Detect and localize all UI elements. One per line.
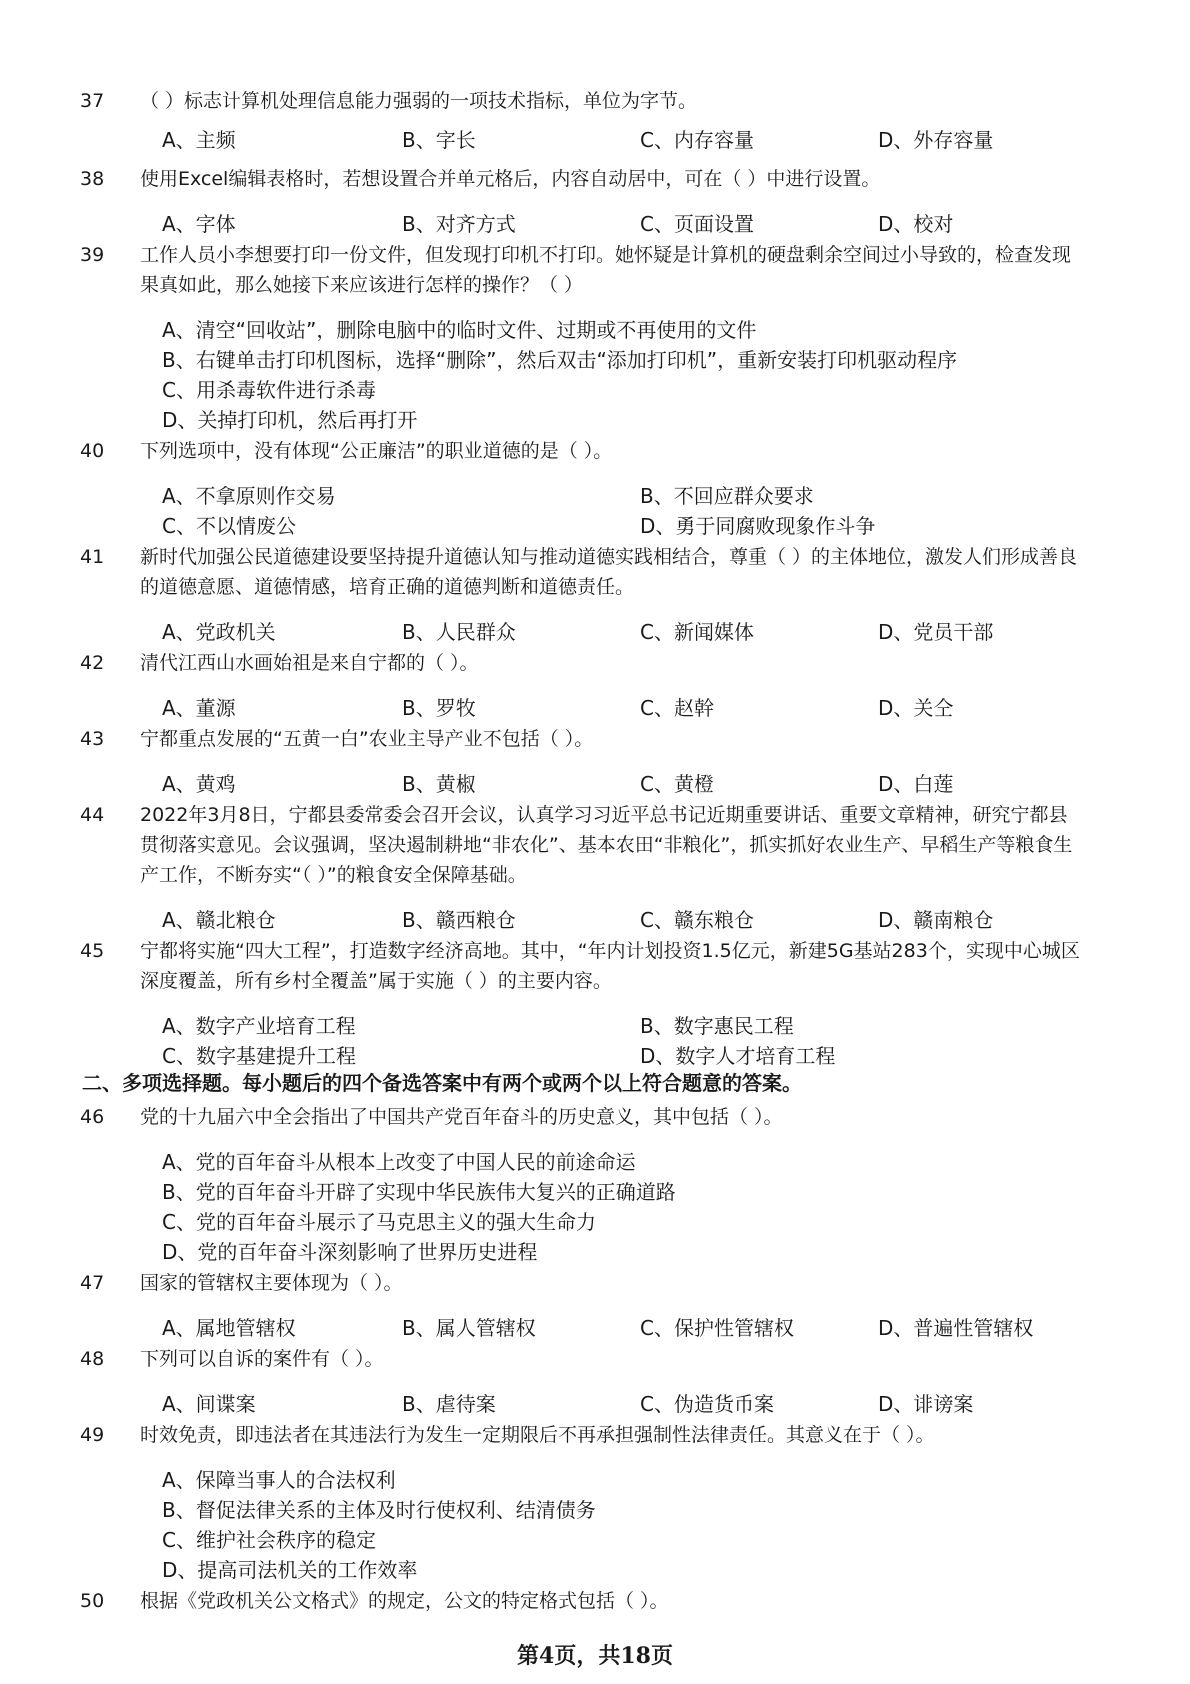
option-d: D、校对	[878, 212, 954, 236]
option-a: A、不拿原则作交易	[162, 484, 336, 508]
option-b: B、虐待案	[402, 1392, 496, 1416]
option-a: A、赣北粮仓	[162, 908, 276, 932]
option-d: D、党员干部	[878, 620, 994, 644]
question-number: 43	[80, 728, 105, 750]
option-a: A、党政机关	[162, 620, 276, 644]
option-b: B、人民群众	[402, 620, 516, 644]
option-c: C、内存容量	[640, 128, 754, 152]
option-c: C、赣东粮仓	[640, 908, 754, 932]
option-a: A、间谍案	[162, 1392, 256, 1416]
question-text: 下列可以自诉的案件有（ ）。	[140, 1348, 384, 1370]
question-text: 新时代加强公民道德建设要坚持提升道德认知与推动道德实践相结合，尊重（ ）的主体地位，激发人们形成善良的道德意愿、道德情感，培育正确的道德判断和道德责任。	[140, 546, 1078, 598]
option-d: D、关仝	[878, 696, 954, 720]
option-a: A、董源	[162, 696, 236, 720]
option-d: D、提高司法机关的工作效率	[162, 1558, 418, 1582]
question-text: 2022年3月8日，宁都县委常委会召开会议，认真学习习近平总书记近期重要讲话、重要文章精神，研究宁都县贯彻落实意见。会议强调，坚决遏制耕地“非农化”、基本农田“非粮化”，抓实抓好农业生产、早稻生产等粮食生产工作，不断夯实“（ ）”的粮食安全保障基础。	[140, 804, 1073, 886]
option-b: B、对齐方式	[402, 212, 516, 236]
question-number: 47	[80, 1272, 105, 1294]
question-text: 时效免责，即违法者在其违法行为发生一定期限后不再承担强制性法律责任。其意义在于（ ）。	[140, 1424, 935, 1446]
question-number: 48	[80, 1348, 105, 1370]
option-d: D、党的百年奋斗深刻影响了世界历史进程	[162, 1240, 538, 1264]
option-d: D、普遍性管辖权	[878, 1316, 1034, 1340]
question-number: 45	[80, 940, 105, 962]
option-b: B、黄椒	[402, 772, 476, 796]
option-a: A、主频	[162, 128, 236, 152]
option-d: D、诽谤案	[878, 1392, 974, 1416]
option-c: C、页面设置	[640, 212, 754, 236]
option-c: C、新闻媒体	[640, 620, 754, 644]
option-c: C、黄橙	[640, 772, 714, 796]
option-d: D、白莲	[878, 772, 954, 796]
question-number: 39	[80, 244, 105, 266]
question-number: 44	[80, 804, 105, 826]
option-a: A、属地管辖权	[162, 1316, 296, 1340]
question-number: 49	[80, 1424, 105, 1446]
question-text: 党的十九届六中全会指出了中国共产党百年奋斗的历史意义，其中包括（ ）。	[140, 1106, 783, 1128]
question-text: 根据《党政机关公文格式》的规定，公文的特定格式包括（ ）。	[140, 1590, 669, 1612]
option-d: D、关掉打印机，然后再打开	[162, 408, 418, 432]
option-d: D、勇于同腐败现象作斗争	[640, 514, 876, 538]
option-a: A、数字产业培育工程	[162, 1014, 356, 1038]
option-a: A、保障当事人的合法权利	[162, 1468, 396, 1492]
option-b: B、不回应群众要求	[640, 484, 814, 508]
option-c: C、伪造货币案	[640, 1392, 774, 1416]
option-c: C、保护性管辖权	[640, 1316, 794, 1340]
question-number: 50	[80, 1590, 105, 1612]
question-text: 下列选项中，没有体现“公正廉洁”的职业道德的是（ ）。	[140, 440, 613, 462]
question-number: 37	[80, 90, 105, 112]
option-d: D、赣南粮仓	[878, 908, 994, 932]
option-b: B、督促法律关系的主体及时行使权利、结清债务	[162, 1498, 596, 1522]
option-b: B、属人管辖权	[402, 1316, 536, 1340]
option-b: B、数字惠民工程	[640, 1014, 794, 1038]
option-b: B、党的百年奋斗开辟了实现中华民族伟大复兴的正确道路	[162, 1180, 676, 1204]
option-c: C、赵幹	[640, 696, 714, 720]
option-c: C、数字基建提升工程	[162, 1044, 356, 1068]
option-a: A、黄鸡	[162, 772, 236, 796]
option-b: B、赣西粮仓	[402, 908, 516, 932]
option-d: D、数字人才培育工程	[640, 1044, 836, 1068]
option-a: A、党的百年奋斗从根本上改变了中国人民的前途命运	[162, 1150, 636, 1174]
option-b: B、右键单击打印机图标，选择“删除”，然后双击“添加打印机”，重新安装打印机驱动程序	[162, 348, 958, 372]
question-text: 国家的管辖权主要体现为（ ）。	[140, 1272, 403, 1294]
section-title: 二、多项选择题。每小题后的四个备选答案中有两个或两个以上符合题意的答案。	[82, 1071, 802, 1095]
question-text: 宁都重点发展的“五黄一白”农业主导产业不包括（ ）。	[140, 728, 594, 750]
option-b: B、罗牧	[402, 696, 476, 720]
question-number: 38	[80, 168, 105, 190]
option-c: C、用杀毒软件进行杀毒	[162, 378, 376, 402]
option-c: C、维护社会秩序的稳定	[162, 1528, 376, 1552]
option-c: C、不以情废公	[162, 514, 296, 538]
option-a: A、清空“回收站”，删除电脑中的临时文件、过期或不再使用的文件	[162, 318, 757, 342]
option-b: B、字长	[402, 128, 476, 152]
option-c: C、党的百年奋斗展示了马克思主义的强大生命力	[162, 1210, 596, 1234]
page-number-footer: 第4页，共18页	[517, 1643, 673, 1669]
question-number: 42	[80, 652, 105, 674]
question-text: 工作人员小李想要打印一份文件，但发现打印机不打印。她怀疑是计算机的硬盘剩余空间过小导致的，检查发现果真如此，那么她接下来应该进行怎样的操作？（ ）	[140, 244, 1072, 296]
question-text: （ ）标志计算机处理信息能力强弱的一项技术指标，单位为字节。	[140, 90, 698, 112]
question-text: 清代江西山水画始祖是来自宁都的（ ）。	[140, 652, 479, 674]
question-number: 40	[80, 440, 105, 462]
question-text: 宁都将实施“四大工程”，打造数字经济高地。其中，“年内计划投资1.5亿元，新建5G基站283个，实现中心城区深度覆盖，所有乡村全覆盖”属于实施（ ）的主要内容。	[140, 940, 1080, 992]
option-a: A、字体	[162, 212, 236, 236]
question-number: 41	[80, 546, 105, 568]
question-number: 46	[80, 1106, 105, 1128]
question-text: 使用Excel编辑表格时，若想设置合并单元格后，内容自动居中，可在（ ）中进行设置。	[140, 168, 881, 190]
option-d: D、外存容量	[878, 128, 994, 152]
